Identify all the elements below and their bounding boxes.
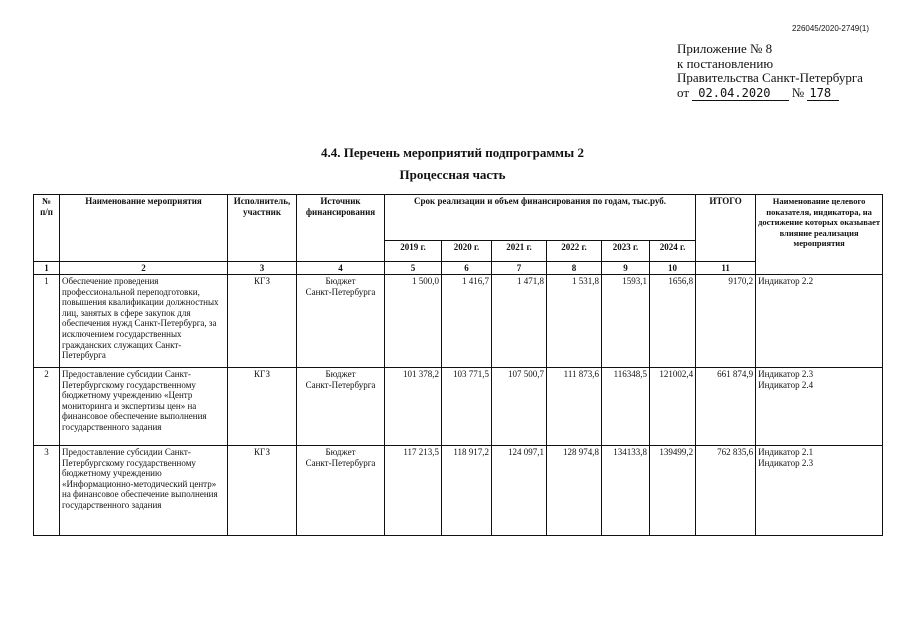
row-source: Бюджет Санкт-Петербурга [297, 275, 385, 368]
column-number: 9 [602, 262, 650, 275]
page-title: 4.4. Перечень мероприятий подпрограммы 2 [321, 145, 584, 160]
column-number: 10 [650, 262, 696, 275]
row-value-2020: 1 416,7 [442, 275, 492, 368]
row-value-2020: 118 917,2 [442, 446, 492, 536]
row-value-2022: 111 873,6 [547, 368, 602, 446]
column-number: 5 [385, 262, 442, 275]
decree-date: 02.04.2020 [692, 86, 788, 101]
header-num: № п/п [34, 195, 60, 262]
column-number: 2 [60, 262, 228, 275]
row-value-2024: 1656,8 [650, 275, 696, 368]
row-value-2022: 1 531,8 [547, 275, 602, 368]
row-source: Бюджет Санкт-Петербурга [297, 446, 385, 536]
activities-table [33, 194, 883, 536]
row-num: 2 [34, 368, 60, 446]
row-executor: КГЗ [228, 275, 297, 368]
table-row [34, 275, 883, 368]
header-total: ИТОГО [696, 195, 756, 262]
row-value-2020: 103 771,5 [442, 368, 492, 446]
row-activity-name: Обеспечение проведения профессиональной переподготовки, повышения квалификации должностных лиц, занятых в сфере закупок для обеспечения нужд Санкт-Петербурга, за исключением государственных гражданских служащих Санкт-Петербурга [60, 275, 228, 368]
header-executor: Исполнитель, участник [228, 195, 297, 262]
row-value-2023: 1593,1 [602, 275, 650, 368]
column-number: 4 [297, 262, 385, 275]
column-number: 3 [228, 262, 297, 275]
row-value-2021: 107 500,7 [492, 368, 547, 446]
row-value-2019: 1 500,0 [385, 275, 442, 368]
row-executor: КГЗ [228, 368, 297, 446]
column-number: 1 [34, 262, 60, 275]
column-number: 11 [696, 262, 756, 275]
column-number: 8 [547, 262, 602, 275]
number-prefix: № [791, 84, 805, 100]
row-value-2024: 121002,4 [650, 368, 696, 446]
row-num: 1 [34, 275, 60, 368]
appendix-line-1: Приложение № 8 [677, 41, 773, 56]
row-value-2023: 134133,8 [602, 446, 650, 536]
row-value-2023: 116348,5 [602, 368, 650, 446]
page-subtitle: Процессная часть [399, 167, 506, 182]
header-indicator: Наименование целевого показателя, индикатора, на достижение которых оказывает влияние реализация мероприятия [756, 195, 883, 275]
appendix-line-2: к постановлению [677, 55, 774, 71]
row-total: 9170,2 [696, 275, 756, 368]
row-num: 3 [34, 446, 60, 536]
row-indicator: Индикатор 2.2 [756, 275, 883, 368]
row-value-2021: 1 471,8 [492, 275, 547, 368]
header-year-2021: 2021 г. [492, 241, 547, 262]
header-period: Срок реализации и объем финансирования по годам, тыс.руб. [385, 195, 696, 241]
header-year-2023: 2023 г. [602, 241, 650, 262]
header-year-2022: 2022 г. [547, 241, 602, 262]
row-value-2019: 117 213,5 [385, 446, 442, 536]
header-year-2024: 2024 г. [650, 241, 696, 262]
row-executor: КГЗ [228, 446, 297, 536]
header-source: Источник финансирования [297, 195, 385, 262]
row-activity-name: Предоставление субсидии Санкт-Петербургскому государственному бюджетному учреждению «Информационно-методический центр» на финансовое обеспечение выполнения государственного задания [60, 446, 228, 536]
row-value-2022: 128 974,8 [547, 446, 602, 536]
appendix-line-3: Правительства Санкт-Петербурга [677, 70, 863, 85]
row-total: 762 835,6 [696, 446, 756, 536]
table-row [34, 368, 883, 446]
table-row [34, 446, 883, 536]
row-value-2024: 139499,2 [650, 446, 696, 536]
row-activity-name: Предоставление субсидии Санкт-Петербургскому государственному бюджетному учреждению «Центр мониторинга и экспертизы цен» на финансовое обеспечение выполнения государственного задания [60, 368, 228, 446]
header-year-2019: 2019 г. [385, 241, 442, 262]
row-value-2019: 101 378,2 [385, 368, 442, 446]
appendix-block [677, 42, 863, 100]
header-year-2020: 2020 г. [442, 241, 492, 262]
row-total: 661 874,9 [696, 368, 756, 446]
appendix-date-line [677, 86, 863, 101]
decree-number: 178 [807, 86, 839, 101]
document-id: 226045/2020-2749(1) [792, 24, 869, 33]
column-number: 7 [492, 262, 547, 275]
header-name: Наименование мероприятия [60, 195, 228, 262]
row-indicator: Индикатор 2.3 Индикатор 2.4 [756, 368, 883, 446]
column-number: 6 [442, 262, 492, 275]
row-indicator: Индикатор 2.1 Индикатор 2.3 [756, 446, 883, 536]
row-value-2021: 124 097,1 [492, 446, 547, 536]
row-source: Бюджет Санкт-Петербурга [297, 368, 385, 446]
date-prefix: от [677, 84, 690, 100]
